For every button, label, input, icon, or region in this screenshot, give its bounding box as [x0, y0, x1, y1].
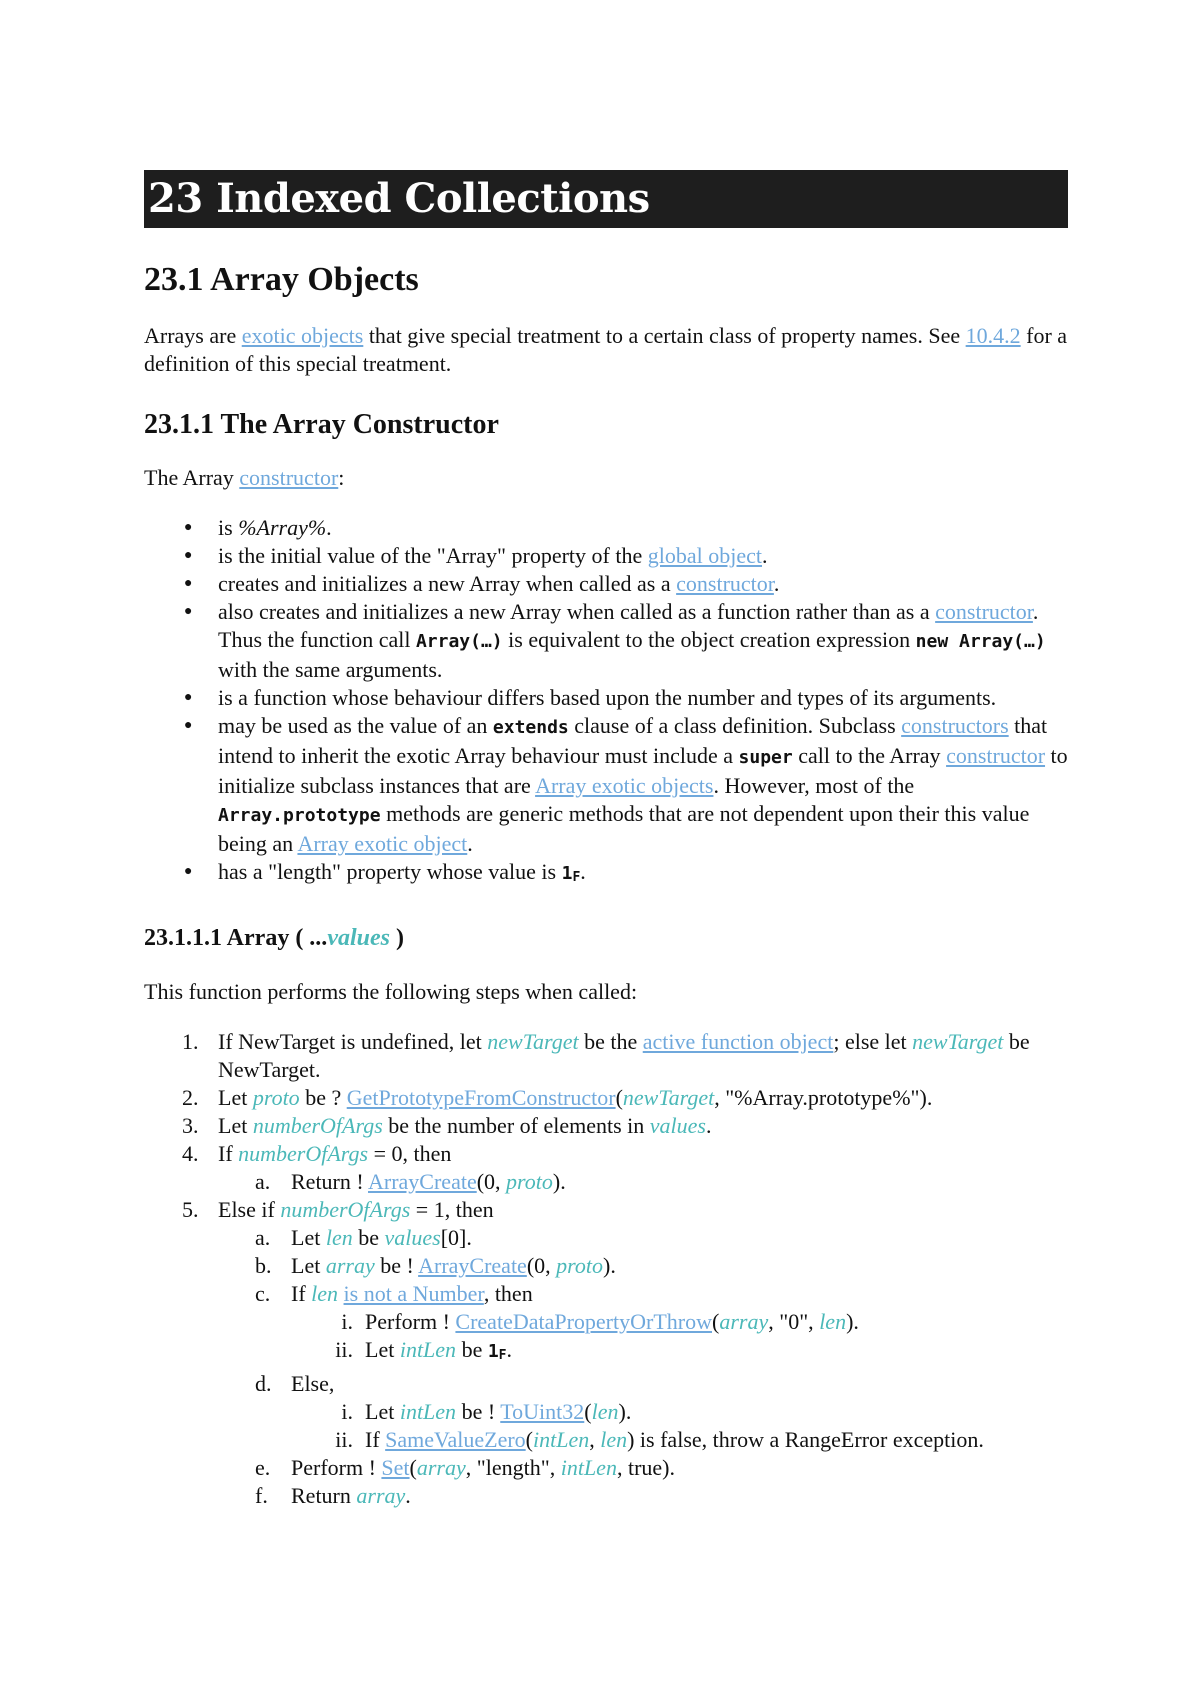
- text: Arrays are: [144, 323, 242, 348]
- variable: values: [649, 1113, 706, 1138]
- variable: array: [325, 1253, 375, 1278]
- variable: newTarget: [912, 1029, 1004, 1054]
- text: is: [218, 515, 239, 540]
- text: be !: [374, 1253, 419, 1278]
- text: .: [405, 1483, 411, 1508]
- substeps: [291, 1398, 1068, 1454]
- chapter-title: 23 Indexed Collections: [148, 175, 650, 222]
- number-subscript: F: [572, 870, 581, 885]
- step-number: 4.: [182, 1141, 199, 1166]
- text: If NewTarget is undefined, let: [218, 1029, 488, 1054]
- text: .: [773, 571, 780, 596]
- parameter-name: values: [327, 925, 390, 951]
- subsection-title: 23.1.1 The Array Constructor: [144, 409, 499, 440]
- variable: array: [719, 1309, 769, 1334]
- text: be !: [456, 1399, 501, 1424]
- text: Let: [218, 1085, 253, 1110]
- link-constructors[interactable]: constructors: [901, 713, 1009, 738]
- variable: newTarget: [487, 1029, 579, 1054]
- text: also creates and initializes a new Array when called as a function rather than as a: [218, 599, 936, 624]
- step-number: a.: [255, 1169, 271, 1194]
- step-number: 3.: [182, 1113, 199, 1138]
- step-number: ii.: [335, 1337, 353, 1362]
- constructor-properties-list: [144, 514, 1068, 892]
- text: , then: [483, 1281, 533, 1306]
- step-5a: [217, 1224, 1068, 1252]
- section-title: 23.1 Array Objects: [144, 261, 419, 298]
- text: Else if: [218, 1197, 281, 1222]
- number-value: 1: [487, 1341, 499, 1362]
- step-5cii: [291, 1336, 1068, 1370]
- text: be NewTarget.: [218, 1029, 1030, 1082]
- variable: intLen: [399, 1399, 457, 1424]
- text: Let: [365, 1337, 400, 1362]
- text: .: [506, 1337, 512, 1362]
- link-touint32[interactable]: ToUint32: [500, 1399, 585, 1424]
- text: Perform !: [365, 1309, 456, 1334]
- text: may be used as the value of an: [218, 713, 493, 738]
- link-global-object[interactable]: global object: [647, 543, 762, 568]
- intrinsic-name: %Array%: [238, 515, 327, 540]
- step-number: f.: [255, 1483, 268, 1508]
- text: (0,: [476, 1169, 507, 1194]
- algorithm-steps: [144, 1028, 1068, 1510]
- text: If: [291, 1281, 312, 1306]
- text: (: [615, 1085, 623, 1110]
- link-getprototypefromconstructor[interactable]: GetPrototypeFromConstructor: [346, 1085, 616, 1110]
- text: Let: [365, 1399, 400, 1424]
- variable: numberOfArgs: [238, 1141, 369, 1166]
- step-number: c.: [255, 1281, 271, 1306]
- step-5e: [217, 1454, 1068, 1482]
- variable: array: [356, 1483, 406, 1508]
- text: .: [761, 543, 768, 568]
- link-array-exotic-object[interactable]: Array exotic object: [297, 831, 468, 856]
- code: Array.prototype: [218, 805, 381, 826]
- variable: numberOfArgs: [280, 1197, 411, 1222]
- text: = 1, then: [410, 1197, 494, 1222]
- text: , "%Array.prototype%").: [714, 1085, 933, 1110]
- text: (: [409, 1455, 417, 1480]
- variable: values: [384, 1225, 441, 1250]
- text: Return !: [291, 1169, 368, 1194]
- step-number: i.: [341, 1309, 353, 1334]
- text: ).: [603, 1253, 616, 1278]
- text: .: [326, 515, 332, 540]
- step-number: b.: [255, 1253, 272, 1278]
- text: [0].: [440, 1225, 472, 1250]
- step-number: ii.: [335, 1427, 353, 1452]
- text: . Thus the function call: [218, 599, 1039, 652]
- text: .: [467, 831, 473, 856]
- text: is a function whose behaviour differs based upon the number and types of its arguments.: [218, 685, 997, 710]
- link-constructor[interactable]: constructor: [676, 571, 774, 596]
- text: If: [218, 1141, 239, 1166]
- variable: array: [416, 1455, 466, 1480]
- link-arraycreate[interactable]: ArrayCreate: [368, 1169, 477, 1194]
- text: The Array: [144, 465, 240, 490]
- code: new Array(…): [915, 631, 1046, 652]
- step-number: 5.: [182, 1197, 199, 1222]
- text: be ?: [299, 1085, 347, 1110]
- text: that give special treatment to a certain class of property names. See: [363, 323, 966, 348]
- text: Else,: [291, 1371, 335, 1396]
- link-createdatapropertyorthrow[interactable]: CreateDataPropertyOrThrow: [455, 1309, 712, 1334]
- text: , "length",: [465, 1455, 561, 1480]
- text: (0,: [526, 1253, 557, 1278]
- list-item: [144, 598, 1068, 684]
- text: Return: [291, 1483, 357, 1508]
- link-is-not-a-number[interactable]: is not a Number: [343, 1281, 484, 1306]
- link-constructor[interactable]: constructor: [946, 743, 1046, 768]
- list-item: [144, 514, 1068, 542]
- text: ).: [552, 1169, 566, 1194]
- text: creates and initializes a new Array when called as a: [218, 571, 677, 596]
- constructor-lead: [144, 464, 1068, 492]
- list-item: [144, 712, 1068, 858]
- step-number: d.: [255, 1371, 272, 1396]
- text: , true).: [616, 1455, 675, 1480]
- link-10-4-2[interactable]: 10.4.2: [965, 323, 1021, 348]
- list-item: [144, 542, 1068, 570]
- text: . However, most of the: [713, 773, 915, 798]
- link-exotic-objects[interactable]: exotic objects: [241, 323, 364, 348]
- link-active-function-object[interactable]: active function object: [642, 1029, 834, 1054]
- link-array-exotic-objects[interactable]: Array exotic objects: [535, 773, 714, 798]
- link-set[interactable]: Set: [381, 1455, 410, 1480]
- text: call to the Array: [792, 743, 947, 768]
- step-3: [144, 1112, 1068, 1140]
- text: be the: [578, 1029, 643, 1054]
- list-item: [144, 684, 1068, 712]
- variable: proto: [506, 1169, 553, 1194]
- text: (: [712, 1309, 720, 1334]
- intro-paragraph: [144, 322, 1068, 378]
- text: Let: [291, 1225, 326, 1250]
- variable: intLen: [399, 1337, 457, 1362]
- step-5di: [291, 1398, 1068, 1426]
- step-1: [144, 1028, 1068, 1084]
- function-lead: This function performs the following steps when called:: [144, 979, 638, 1004]
- text: ).: [618, 1399, 632, 1424]
- text: is equivalent to the object creation expression: [502, 627, 916, 652]
- step-number: a.: [255, 1225, 271, 1250]
- step-4a: [217, 1168, 1068, 1196]
- step-5ci: [291, 1308, 1068, 1336]
- step-number: 1.: [182, 1029, 199, 1054]
- text: ; else let: [833, 1029, 913, 1054]
- code: super: [738, 747, 793, 768]
- link-constructor[interactable]: constructor: [935, 599, 1033, 624]
- substeps: [218, 1168, 1068, 1196]
- step-5dii: [291, 1426, 1068, 1454]
- text: ): [389, 925, 404, 951]
- text: .: [705, 1113, 712, 1138]
- code: extends: [492, 717, 569, 738]
- substeps: [291, 1308, 1068, 1370]
- variable: intLen: [560, 1455, 617, 1480]
- substeps: [218, 1224, 1068, 1510]
- text: = 0, then: [368, 1141, 452, 1166]
- text: be the number of elements in: [382, 1113, 650, 1138]
- variable: proto: [556, 1253, 604, 1278]
- text: :: [338, 465, 345, 490]
- step-number: 2.: [182, 1085, 199, 1110]
- list-item: [144, 858, 1068, 892]
- text: be: [352, 1225, 385, 1250]
- text: is the initial value of the "Array" property of the: [218, 543, 648, 568]
- text: Let: [218, 1113, 253, 1138]
- variable: len: [600, 1427, 628, 1452]
- text: has a "length" property whose value is: [218, 859, 562, 884]
- text: ).: [846, 1309, 859, 1334]
- step-number: e.: [255, 1455, 271, 1480]
- text: 23.1.1.1 Array ( ...: [144, 925, 328, 951]
- step-5d: [217, 1370, 1068, 1454]
- link-arraycreate[interactable]: ArrayCreate: [418, 1253, 527, 1278]
- text: .: [580, 859, 586, 884]
- number-subscript: F: [498, 1348, 507, 1363]
- step-number: i.: [341, 1399, 353, 1424]
- variable: intLen: [532, 1427, 590, 1452]
- document-page: [144, 170, 1068, 1510]
- step-4: [144, 1140, 1068, 1196]
- step-5f: [217, 1482, 1068, 1510]
- function-title: [144, 922, 1068, 954]
- variable: len: [311, 1281, 339, 1306]
- code: Array(…): [415, 631, 503, 652]
- text: to initialize subclass instances that are: [218, 743, 1068, 798]
- variable: newTarget: [622, 1085, 715, 1110]
- step-2: [144, 1084, 1068, 1112]
- text: for a definition of this special treatment.: [144, 323, 1068, 376]
- link-samevaluezero[interactable]: SameValueZero: [385, 1427, 526, 1452]
- text: If: [365, 1427, 386, 1452]
- step-5: [144, 1196, 1068, 1510]
- text: ,: [589, 1427, 601, 1452]
- text: be: [456, 1337, 488, 1362]
- link-constructor[interactable]: constructor: [239, 465, 339, 490]
- text: (: [525, 1427, 533, 1452]
- step-5c: [217, 1280, 1068, 1370]
- variable: len: [819, 1309, 847, 1334]
- text: that intend to inherit the exotic Array behaviour must include a: [218, 713, 1048, 768]
- variable: numberOfArgs: [252, 1113, 383, 1138]
- chapter-header-bar: [144, 170, 1068, 228]
- variable: len: [325, 1225, 353, 1250]
- text: Perform !: [291, 1455, 382, 1480]
- step-5b: [217, 1252, 1068, 1280]
- variable: proto: [252, 1085, 300, 1110]
- text: , "0",: [768, 1309, 820, 1334]
- text: ) is false, throw a RangeError exception.: [627, 1427, 984, 1452]
- text: methods are generic methods that are not dependent upon their this value being an: [218, 801, 1030, 856]
- text: (: [584, 1399, 592, 1424]
- list-item: [144, 570, 1068, 598]
- text: clause of a class definition. Subclass: [568, 713, 902, 738]
- text: Let: [291, 1253, 326, 1278]
- number-value: 1: [561, 863, 573, 884]
- text: with the same arguments.: [218, 657, 443, 682]
- variable: len: [591, 1399, 619, 1424]
